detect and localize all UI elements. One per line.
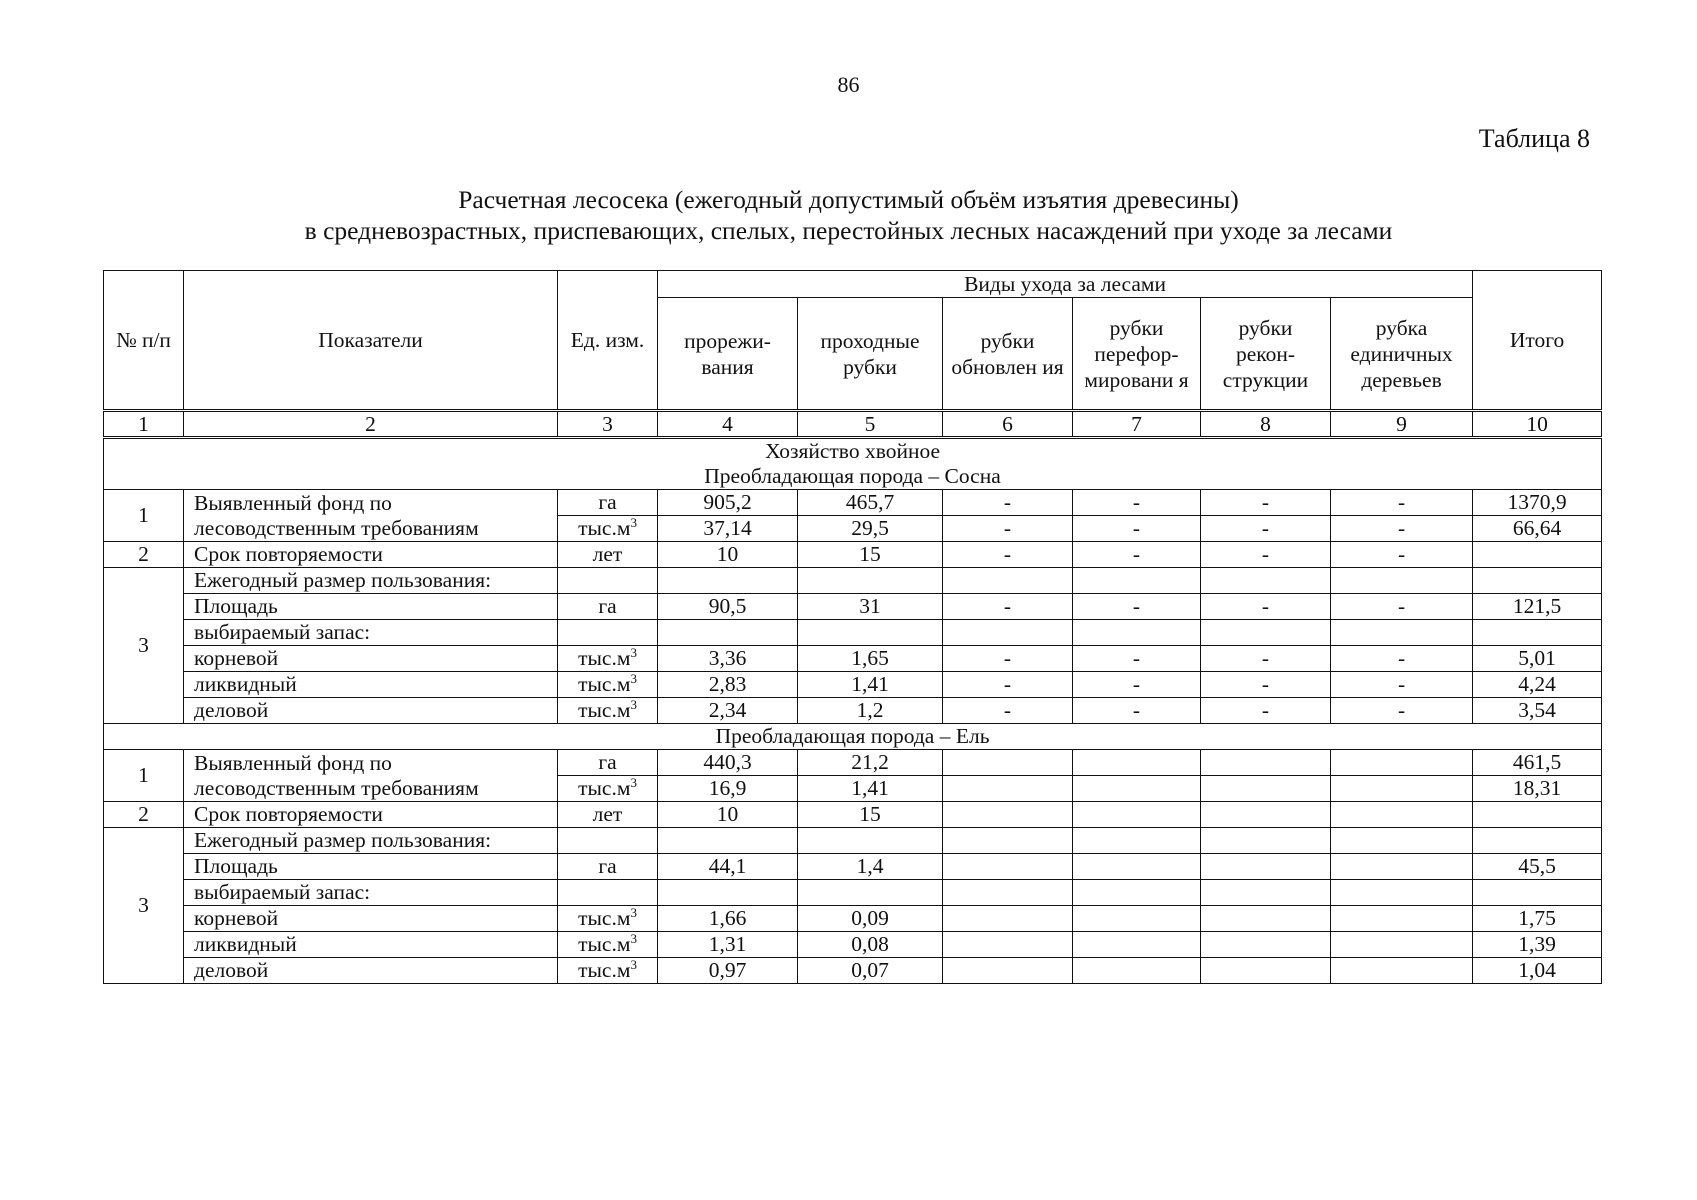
value-cell [798, 828, 943, 854]
total-cell: 1,75 [1473, 906, 1602, 932]
header-type-6: рубка единичных деревьев [1331, 298, 1473, 411]
value-cell: 31 [798, 594, 943, 620]
indicator-label: ликвидный [184, 672, 558, 698]
table-row [104, 880, 1602, 906]
unit-text: тыс.м [578, 958, 631, 982]
table-row [104, 750, 1602, 776]
unit-cell [558, 958, 658, 984]
value-cell [1073, 906, 1201, 932]
unit-cell [558, 880, 658, 906]
header-type-3: рубки обновлен ия [943, 298, 1073, 411]
unit-text: тыс.м [578, 516, 631, 540]
unit-superscript: 3 [630, 957, 637, 972]
value-cell [1073, 828, 1201, 854]
col-number: 1 [104, 411, 184, 438]
col-number: 6 [943, 411, 1073, 438]
unit-cell: лет [558, 542, 658, 568]
value-cell [1331, 568, 1473, 594]
table-row [104, 620, 1602, 646]
value-cell [943, 802, 1073, 828]
indicator-label-line-2: лесоводственным требованиям [194, 515, 479, 540]
value-cell: 15 [798, 542, 943, 568]
header-type-2: проходные рубки [798, 298, 943, 411]
table-row [104, 594, 1602, 620]
value-cell: - [1073, 490, 1201, 516]
unit-cell [558, 646, 658, 672]
table-row [104, 802, 1602, 828]
unit-cell [558, 932, 658, 958]
page-number: 86 [837, 72, 860, 97]
header-type-4: рубки перефор- мировани я [1073, 298, 1201, 411]
value-cell [1331, 776, 1473, 802]
value-cell: - [1201, 698, 1331, 724]
header-total: Итого [1473, 271, 1602, 411]
total-cell: 5,01 [1473, 646, 1602, 672]
value-cell: - [943, 646, 1073, 672]
value-cell [1331, 906, 1473, 932]
col-number: 7 [1073, 411, 1201, 438]
value-cell [1201, 802, 1331, 828]
indicator-label: Срок повторяемости [184, 542, 558, 568]
value-cell: - [943, 672, 1073, 698]
value-cell: - [943, 542, 1073, 568]
table-row [104, 932, 1602, 958]
indicator-label-line-1: Выявленный фонд по [194, 750, 392, 775]
title-line-2: в средневозрастных, приспевающих, спелых, перестойных лесных насаждений при уходе за лесами [304, 216, 1393, 245]
total-cell: 4,24 [1473, 672, 1602, 698]
indicator-label: деловой [184, 958, 558, 984]
value-cell: 0,07 [798, 958, 943, 984]
indicator-label: выбираемый запас: [184, 620, 558, 646]
section-title-line-2: Преобладающая порода – Сосна [704, 464, 1001, 488]
col-number: 10 [1473, 411, 1602, 438]
unit-cell [558, 672, 658, 698]
header-type-5: рубки рекон- струкции [1201, 298, 1331, 411]
value-cell [1331, 750, 1473, 776]
unit-superscript: 3 [630, 905, 637, 920]
value-cell [1073, 958, 1201, 984]
table-row [104, 698, 1602, 724]
value-cell [1201, 750, 1331, 776]
table-row [104, 542, 1602, 568]
table-row [104, 958, 1602, 984]
indicator-label: Площадь [184, 854, 558, 880]
header-type-1: прорежи- вания [658, 298, 798, 411]
value-cell: - [943, 594, 1073, 620]
section-header-row [104, 438, 1602, 490]
indicator-label [184, 750, 558, 802]
total-cell: 3,54 [1473, 698, 1602, 724]
column-number-row [104, 411, 1602, 438]
row-number: 3 [104, 568, 184, 724]
indicator-label: Ежегодный размер пользования: [184, 828, 558, 854]
value-cell [943, 776, 1073, 802]
unit-text: тыс.м [578, 776, 631, 800]
total-cell: 18,31 [1473, 776, 1602, 802]
value-cell [1331, 932, 1473, 958]
indicator-label-line-1: Выявленный фонд по [194, 490, 392, 515]
table-row [104, 646, 1602, 672]
value-cell: 15 [798, 802, 943, 828]
value-cell: 0,97 [658, 958, 798, 984]
unit-cell [558, 750, 658, 776]
value-cell: 1,4 [798, 854, 943, 880]
value-cell: - [1201, 594, 1331, 620]
value-cell [943, 750, 1073, 776]
indicator-label: корневой [184, 646, 558, 672]
value-cell [1331, 828, 1473, 854]
value-cell: - [1201, 542, 1331, 568]
table-row [104, 854, 1602, 880]
unit-text: га [598, 750, 617, 774]
value-cell [1073, 880, 1201, 906]
value-cell: 0,09 [798, 906, 943, 932]
value-cell [943, 828, 1073, 854]
section-title [104, 724, 1602, 750]
total-cell: 66,64 [1473, 516, 1602, 542]
unit-cell [558, 594, 658, 620]
row-number: 1 [104, 750, 184, 802]
col-number: 8 [1201, 411, 1331, 438]
value-cell: 1,41 [798, 776, 943, 802]
value-cell: - [1331, 516, 1473, 542]
unit-cell [558, 906, 658, 932]
col-number: 3 [558, 411, 658, 438]
unit-cell [558, 698, 658, 724]
value-cell: 3,36 [658, 646, 798, 672]
unit-cell [558, 854, 658, 880]
unit-cell: лет [558, 802, 658, 828]
indicator-label: Срок повторяемости [184, 802, 558, 828]
value-cell: 905,2 [658, 490, 798, 516]
unit-cell [558, 568, 658, 594]
value-cell [1201, 620, 1331, 646]
table-row [104, 828, 1602, 854]
unit-superscript: 3 [630, 931, 637, 946]
unit-superscript: 3 [630, 515, 637, 530]
value-cell [1073, 750, 1201, 776]
value-cell [658, 828, 798, 854]
value-cell [943, 568, 1073, 594]
table-row [104, 568, 1602, 594]
value-cell [1201, 568, 1331, 594]
value-cell: - [1331, 672, 1473, 698]
row-number: 1 [104, 490, 184, 542]
table-row [104, 906, 1602, 932]
unit-cell [558, 776, 658, 802]
unit-text: тыс.м [578, 672, 631, 696]
header-care-types: Виды ухода за лесами [658, 271, 1473, 298]
allowable-cut-table [103, 270, 1602, 984]
table-row [104, 672, 1602, 698]
header-indicators: Показатели [184, 271, 558, 411]
unit-text: га [598, 594, 617, 618]
value-cell [1331, 620, 1473, 646]
value-cell [1073, 568, 1201, 594]
value-cell: - [943, 490, 1073, 516]
value-cell: 37,14 [658, 516, 798, 542]
value-cell: - [1073, 698, 1201, 724]
value-cell [658, 568, 798, 594]
value-cell [1073, 802, 1201, 828]
col-number: 5 [798, 411, 943, 438]
value-cell: - [1331, 698, 1473, 724]
value-cell [1201, 906, 1331, 932]
indicator-label: Площадь [184, 594, 558, 620]
value-cell: - [1073, 542, 1201, 568]
value-cell: 90,5 [658, 594, 798, 620]
value-cell: - [1331, 594, 1473, 620]
row-number: 2 [104, 802, 184, 828]
total-cell [1473, 828, 1602, 854]
indicator-label: ликвидный [184, 932, 558, 958]
col-number: 9 [1331, 411, 1473, 438]
total-cell: 1370,9 [1473, 490, 1602, 516]
value-cell [798, 880, 943, 906]
unit-text: тыс.м [578, 906, 631, 930]
value-cell [1331, 854, 1473, 880]
value-cell [658, 620, 798, 646]
value-cell: 10 [658, 542, 798, 568]
table-title [0, 184, 1697, 246]
indicator-label: корневой [184, 906, 558, 932]
row-number: 3 [104, 828, 184, 984]
value-cell [798, 620, 943, 646]
value-cell [1201, 880, 1331, 906]
value-cell [798, 568, 943, 594]
value-cell: - [1331, 490, 1473, 516]
unit-cell [558, 490, 658, 516]
total-cell [1473, 542, 1602, 568]
value-cell: 465,7 [798, 490, 943, 516]
unit-text: га [598, 854, 617, 878]
total-cell [1473, 568, 1602, 594]
value-cell [1073, 620, 1201, 646]
value-cell [1201, 776, 1331, 802]
indicator-label [184, 490, 558, 542]
value-cell [943, 620, 1073, 646]
value-cell [1331, 958, 1473, 984]
value-cell: 29,5 [798, 516, 943, 542]
value-cell: 1,2 [798, 698, 943, 724]
table-row [104, 490, 1602, 516]
col-number: 4 [658, 411, 798, 438]
value-cell: 21,2 [798, 750, 943, 776]
value-cell: - [1201, 646, 1331, 672]
total-cell [1473, 880, 1602, 906]
unit-text: тыс.м [578, 646, 631, 670]
header-num: № п/п [104, 271, 184, 411]
value-cell [1201, 932, 1331, 958]
unit-superscript: 3 [630, 775, 637, 790]
value-cell: 10 [658, 802, 798, 828]
unit-superscript: 3 [630, 645, 637, 660]
total-cell: 461,5 [1473, 750, 1602, 776]
value-cell [943, 880, 1073, 906]
value-cell: - [1201, 490, 1331, 516]
value-cell [943, 854, 1073, 880]
unit-cell [558, 828, 658, 854]
table-label: Таблица 8 [1478, 124, 1590, 153]
col-number: 2 [184, 411, 558, 438]
row-number: 2 [104, 542, 184, 568]
total-cell: 45,5 [1473, 854, 1602, 880]
unit-text: тыс.м [578, 932, 631, 956]
value-cell: - [943, 516, 1073, 542]
indicator-label: деловой [184, 698, 558, 724]
value-cell: 1,66 [658, 906, 798, 932]
unit-superscript: 3 [630, 671, 637, 686]
indicator-label: Ежегодный размер пользования: [184, 568, 558, 594]
section-title-line-1: Хозяйство хвойное [765, 439, 941, 463]
header-unit: Ед. изм. [558, 271, 658, 411]
value-cell: - [943, 698, 1073, 724]
value-cell: - [1073, 672, 1201, 698]
value-cell: - [1073, 516, 1201, 542]
value-cell: - [1073, 594, 1201, 620]
table-body [104, 271, 1602, 984]
value-cell: 1,65 [798, 646, 943, 672]
total-cell [1473, 620, 1602, 646]
unit-text: га [598, 490, 617, 514]
total-cell: 121,5 [1473, 594, 1602, 620]
section-header-row [104, 724, 1602, 750]
value-cell: - [1073, 646, 1201, 672]
value-cell: - [1331, 542, 1473, 568]
unit-cell [558, 516, 658, 542]
value-cell [1331, 802, 1473, 828]
value-cell [1073, 776, 1201, 802]
section-title [104, 438, 1602, 490]
value-cell [1331, 880, 1473, 906]
value-cell: 0,08 [798, 932, 943, 958]
section-title-line-2: Преобладающая порода – Ель [715, 724, 990, 748]
value-cell [943, 932, 1073, 958]
value-cell [1201, 854, 1331, 880]
value-cell: 2,34 [658, 698, 798, 724]
indicator-label-line-2: лесоводственным требованиям [194, 775, 479, 800]
value-cell [1073, 854, 1201, 880]
value-cell [1201, 828, 1331, 854]
value-cell: 44,1 [658, 854, 798, 880]
value-cell [658, 880, 798, 906]
unit-superscript: 3 [630, 697, 637, 712]
value-cell: 2,83 [658, 672, 798, 698]
value-cell [943, 906, 1073, 932]
value-cell: 16,9 [658, 776, 798, 802]
value-cell: 1,31 [658, 932, 798, 958]
value-cell [1073, 932, 1201, 958]
value-cell: - [1201, 516, 1331, 542]
unit-text: тыс.м [578, 698, 631, 722]
value-cell: 440,3 [658, 750, 798, 776]
header-row-1 [104, 271, 1602, 298]
unit-cell [558, 620, 658, 646]
value-cell [1201, 958, 1331, 984]
value-cell: - [1331, 646, 1473, 672]
indicator-label: выбираемый запас: [184, 880, 558, 906]
value-cell [943, 958, 1073, 984]
value-cell: - [1201, 672, 1331, 698]
total-cell: 1,04 [1473, 958, 1602, 984]
value-cell: 1,41 [798, 672, 943, 698]
total-cell [1473, 802, 1602, 828]
total-cell: 1,39 [1473, 932, 1602, 958]
title-line-1: Расчетная лесосека (ежегодный допустимый объём изъятия древесины) [458, 185, 1239, 214]
